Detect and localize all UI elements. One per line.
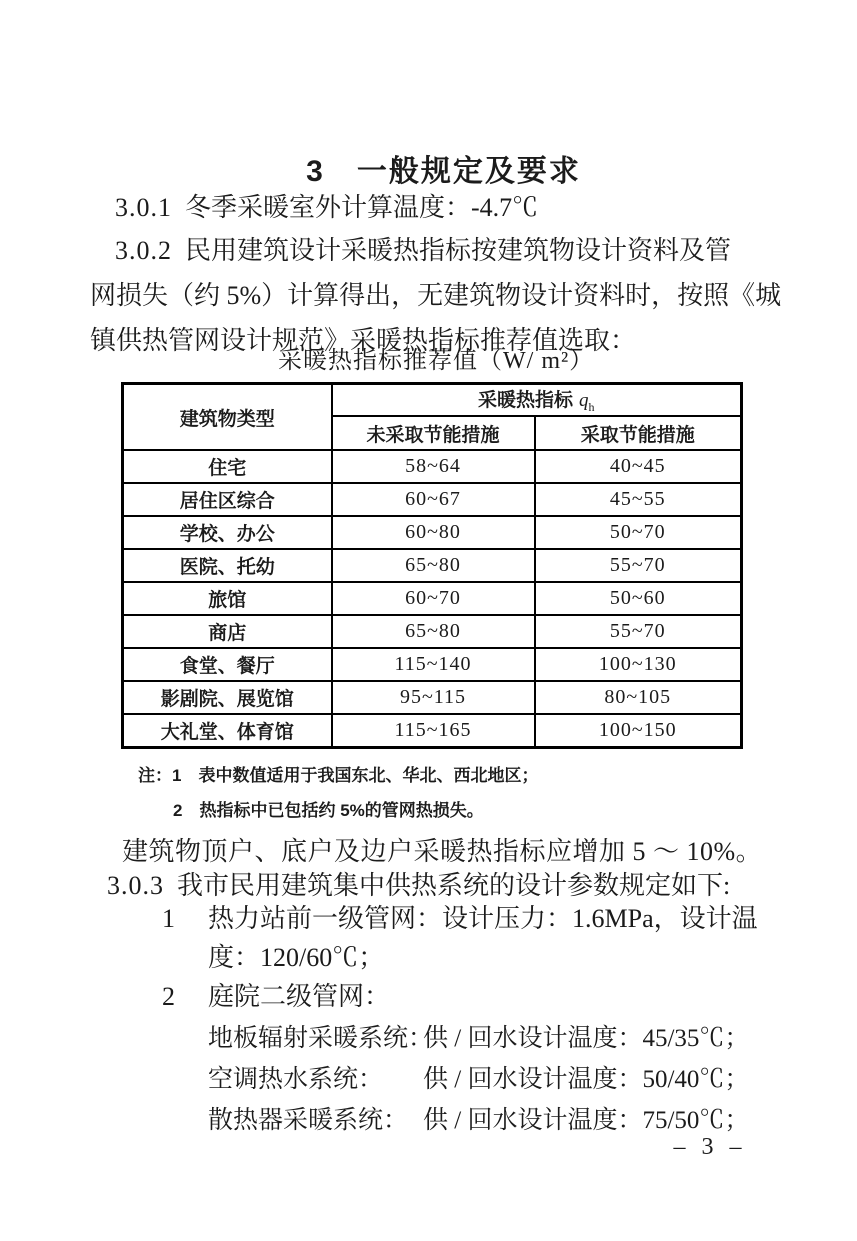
- building-type-cell: 医院、托幼: [123, 549, 332, 582]
- building-type-header: 建筑物类型: [123, 384, 332, 451]
- with-measures-cell: 100~130: [535, 648, 742, 681]
- no-measures-cell: 60~67: [332, 483, 535, 516]
- no-measures-cell: 65~80: [332, 615, 535, 648]
- table-row: [123, 549, 742, 582]
- table-title: 采暖热指标推荐值（W/ m²）: [278, 348, 595, 374]
- table-row: [123, 516, 742, 549]
- with-measures-header: 采取节能措施: [535, 416, 742, 450]
- table-row: [123, 714, 742, 748]
- with-measures-cell: 55~70: [535, 549, 742, 582]
- table-row: [123, 648, 742, 681]
- building-type-cell: 商店: [123, 615, 332, 648]
- list-item-2: [162, 977, 390, 1017]
- clause-number: 3.0.3: [107, 871, 164, 900]
- note-text: 热指标中已包括约 5%的管网热损失。: [199, 801, 484, 820]
- clause-line: [90, 228, 781, 273]
- with-measures-cell: 50~60: [535, 582, 742, 615]
- system-value: 供 / 回水设计温度：45/35℃；: [423, 1025, 750, 1052]
- no-measures-cell: 95~115: [332, 681, 535, 714]
- clause-text: 我市民用建筑集中供热系统的设计参数规定如下:: [177, 871, 731, 900]
- table-row: [123, 450, 742, 483]
- note-label: 注：: [138, 766, 172, 785]
- system-value: 供 / 回水设计温度：75/50℃；: [423, 1107, 750, 1134]
- heat-index-header: [332, 384, 742, 417]
- building-type-cell: 食堂、餐厅: [123, 648, 332, 681]
- item-1-continuation: 度：120/60℃；: [208, 943, 385, 972]
- building-type-cell: 大礼堂、体育馆: [123, 714, 332, 748]
- no-measures-cell: 115~165: [332, 714, 535, 748]
- clause-number: 3.0.1: [115, 193, 172, 222]
- item-number: 1: [162, 904, 175, 933]
- with-measures-cell: 80~105: [535, 681, 742, 714]
- heat-index-label: 采暖热指标: [478, 390, 574, 412]
- with-measures-cell: 45~55: [535, 483, 742, 516]
- item-text: 庭院二级管网：: [208, 982, 391, 1011]
- note-line-1: [138, 766, 538, 785]
- system-value: 供 / 回水设计温度：50/40℃；: [423, 1066, 750, 1093]
- item-number: 2: [162, 982, 175, 1011]
- system-row-floor-radiant: [208, 1019, 749, 1059]
- no-measures-cell: 58~64: [332, 450, 535, 483]
- no-measures-cell: 60~80: [332, 516, 535, 549]
- system-name: 空调热水系统：: [208, 1066, 384, 1093]
- building-type-cell: 学校、办公: [123, 516, 332, 549]
- no-measures-cell: 115~140: [332, 648, 535, 681]
- building-type-cell: 居住区综合: [123, 483, 332, 516]
- clause-line: 镇供热管网设计规范》采暖热指标推荐值选取：: [90, 326, 637, 355]
- with-measures-cell: 50~70: [535, 516, 742, 549]
- clause-line: 网损失（约 5%）计算得出，无建筑物设计资料时，按照《城: [90, 281, 782, 310]
- page-title: 3 一般规定及要求: [306, 155, 581, 188]
- clause-text: 冬季采暖室外计算温度：-4.7℃: [185, 193, 539, 222]
- system-name: 散热器采暖系统：: [208, 1107, 409, 1134]
- no-measures-cell: 60~70: [332, 582, 535, 615]
- heat-index-symbol: q: [579, 390, 589, 412]
- heat-index-table: [121, 382, 743, 749]
- item-text: 热力站前一级管网：设计压力：1.6MPa，设计温: [208, 904, 758, 933]
- table-row: [123, 582, 742, 615]
- system-name: 地板辐射采暖系统：: [208, 1025, 434, 1052]
- note-text: 表中数值适用于我国东北、华北、西北地区；: [198, 766, 539, 785]
- note-number: 1: [172, 766, 182, 785]
- clause-text: 民用建筑设计采暖热指标按建筑物设计资料及管: [185, 236, 732, 265]
- note-line-2: [138, 801, 538, 820]
- clause-number: 3.0.2: [115, 236, 172, 265]
- building-type-cell: 旅馆: [123, 582, 332, 615]
- heat-index-subscript: h: [588, 399, 595, 414]
- system-row-ac-hot-water: [208, 1060, 749, 1100]
- table-row: [123, 483, 742, 516]
- building-type-cell: 住宅: [123, 450, 332, 483]
- list-item-1: [162, 899, 758, 939]
- no-measures-header: 未采取节能措施: [332, 416, 535, 450]
- with-measures-cell: 40~45: [535, 450, 742, 483]
- clause-3-0-1: [90, 186, 538, 230]
- with-measures-cell: 55~70: [535, 615, 742, 648]
- no-measures-cell: 65~80: [332, 549, 535, 582]
- increase-paragraph: 建筑物顶户、底户及边户采暖热指标应增加 5 ～ 10%。: [122, 837, 763, 866]
- page-number: – 3 –: [673, 1134, 747, 1160]
- table-row: [123, 615, 742, 648]
- with-measures-cell: 100~150: [535, 714, 742, 748]
- table-row: [123, 681, 742, 714]
- note-number: 2: [173, 801, 183, 820]
- building-type-cell: 影剧院、展览馆: [123, 681, 332, 714]
- table-notes: [138, 766, 538, 836]
